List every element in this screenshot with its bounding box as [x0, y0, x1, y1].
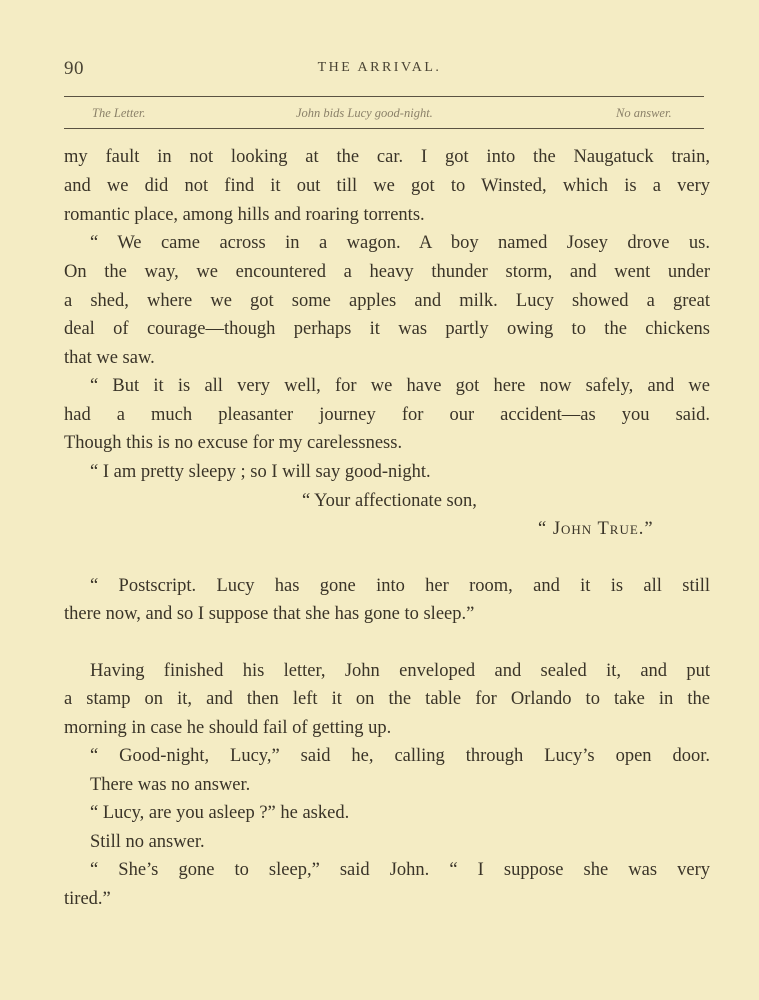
text-line: “ Lucy, are you asleep ?” he asked. — [90, 803, 350, 823]
subhead-left: The Letter. — [92, 106, 146, 120]
subhead-center: John bids Lucy good-night. — [296, 106, 433, 120]
subhead-right: No answer. — [616, 106, 672, 120]
text-line: Though this is no excuse for my carelessness. — [64, 433, 403, 453]
signature: “ John True.” — [538, 519, 654, 539]
text-line: “ Good-night, Lucy,” said he, calling through Lucy’s open door. — [90, 746, 710, 766]
text-line: a stamp on it, and then left it on the table for Orlando to take in the — [64, 689, 710, 709]
text-line: Still no answer. — [90, 832, 205, 852]
text-line: Having finished his letter, John enveloped and sealed it, and put — [90, 661, 710, 681]
text-line: and we did not find it out till we got to Winsted, which is a very — [64, 176, 710, 196]
text-line: had a much pleasanter journey for our accident—as you said. — [64, 405, 710, 425]
text-line: “ Postscript. Lucy has gone into her room, and it is all still — [90, 576, 710, 596]
page-number: 90 — [64, 58, 84, 79]
text-line: There was no answer. — [90, 775, 251, 795]
text-line: my fault in not looking at the car. I got into the Naugatuck train, — [64, 147, 710, 167]
text-line: deal of courage—though perhaps it was partly owing to the chickens — [64, 319, 710, 339]
text-line: “ We came across in a wagon. A boy named Josey drove us. — [90, 233, 710, 253]
text-line: morning in case he should fail of getting up. — [64, 718, 392, 738]
text-line: that we saw. — [64, 348, 155, 368]
header-rule-top — [64, 96, 704, 97]
text-line: On the way, we encountered a heavy thunder storm, and went under — [64, 262, 710, 282]
header-rule-bottom — [64, 128, 704, 129]
text-line: “ I am pretty sleepy ; so I will say good-night. — [90, 462, 431, 482]
text-line: tired.” — [64, 889, 111, 909]
running-title: THE ARRIVAL. — [317, 60, 442, 75]
text-line: “ But it is all very well, for we have got here now safely, and we — [90, 376, 710, 396]
text-line: “ She’s gone to sleep,” said John. “ I suppose she was very — [90, 860, 710, 880]
text-line: there now, and so I suppose that she has gone to sleep.” — [64, 604, 475, 624]
closing-salutation: “ Your affectionate son, — [302, 491, 477, 511]
text-line: romantic place, among hills and roaring torrents. — [64, 205, 425, 225]
text-line: a shed, where we got some apples and milk. Lucy showed a great — [64, 291, 710, 311]
